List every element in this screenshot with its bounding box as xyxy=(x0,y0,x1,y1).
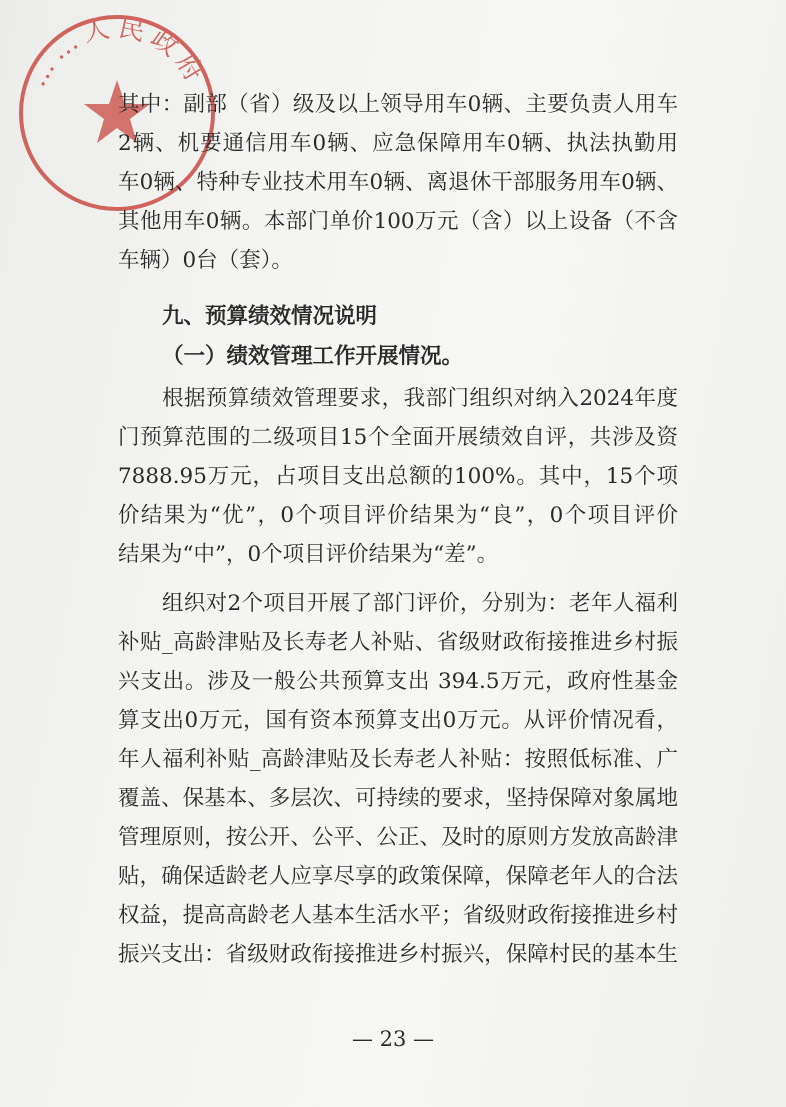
text-line: 组织对2个项目开展了部门评价，分别为：老年人福利 xyxy=(162,591,678,616)
text-line: 年人福利补贴_高龄津贴及长寿老人补贴：按照低标准、广 xyxy=(118,747,678,772)
text-line: 车0辆、特种专业技术用车0辆、离退休干部服务用车0辆、 xyxy=(118,170,678,195)
section-headings xyxy=(118,297,678,376)
paragraph-vehicles xyxy=(118,85,678,280)
text-line: 算支出0万元，国有资本预算支出0万元。从评价情况看， xyxy=(118,708,678,733)
text-line: 补贴_高龄津贴及长寿老人补贴、省级财政衔接推进乡村振 xyxy=(118,630,678,655)
paragraph-self-evaluation xyxy=(118,379,678,574)
text-line: 价结果为“优”，0个项目评价结果为“良”，0个项目评价 xyxy=(118,503,678,528)
text-line: 兴支出。涉及一般公共预算支出 394.5万元，政府性基金 xyxy=(118,669,678,694)
text-line: 管理原则，按公开、公平、公正、及时的原则方发放高龄津 xyxy=(118,825,678,850)
section-heading: 九、预算绩效情况说明 xyxy=(162,304,378,329)
text-line: 其中：副部（省）级及以上领导用车0辆、主要负责人用车 xyxy=(118,92,678,117)
subsection-heading: （一）绩效管理工作开展情况。 xyxy=(162,344,464,369)
text-line: 振兴支出：省级财政衔接推进乡村振兴，保障村民的基本生 xyxy=(118,942,678,967)
text-line: 根据预算绩效管理要求，我部门组织对纳入2024年度 xyxy=(162,386,678,411)
text-line: 结果为“中”，0个项目评价结果为“差”。 xyxy=(118,542,499,567)
text-line: 其他用车0辆。本部门单价100万元（含）以上设备（不含 xyxy=(118,209,678,234)
text-line: 贴，确保适龄老人应享尽享的政策保障，保障老年人的合法 xyxy=(118,864,678,889)
text-line: 2辆、机要通信用车0辆、应急保障用车0辆、执法执勤用 xyxy=(118,131,678,156)
text-line: 权益，提高高龄老人基本生活水平；省级财政衔接推进乡村 xyxy=(118,903,678,928)
text-line: 7888.95万元，占项目支出总额的100%。其中，15个项 xyxy=(118,464,678,489)
text-line: 车辆）0台（套）。 xyxy=(118,248,293,273)
page-number: — 23 — xyxy=(351,1027,435,1051)
svg-text:……人民政府: ……人民政府 xyxy=(22,12,212,92)
paragraph-department-evaluation xyxy=(118,584,678,974)
text-line: 覆盖、保基本、多层次、可持续的要求，坚持保障对象属地 xyxy=(118,786,678,811)
text-line: 门预算范围的二级项目15个全面开展绩效自评，共涉及资 xyxy=(118,425,678,450)
